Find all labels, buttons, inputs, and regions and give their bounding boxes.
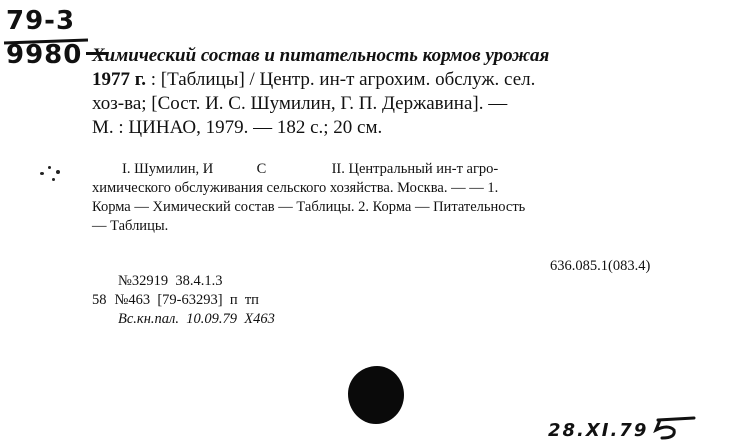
ledger-line-2: [92, 291, 275, 310]
ink-speck: [56, 170, 60, 174]
tracing-line-3: Корма — Химический состав — Таблицы. 2. Корма — Питательность: [92, 199, 526, 215]
ink-speck: [48, 166, 51, 169]
handwritten-call-number: 9980: [6, 40, 83, 70]
tracing-line-1: I. Шумилин, И С II. Центральный ин-т агро-: [122, 161, 499, 177]
tracing-line-4: — Таблицы.: [92, 218, 169, 234]
entry-line-3: М. : ЦИНАО, 1979. — 182 с.; 20 см.: [92, 117, 383, 138]
ink-speck: [40, 172, 44, 175]
entry-title-line: Химический состав и питательность кормов урожая: [92, 45, 550, 66]
handwritten-signature-mark: [650, 416, 698, 442]
registration-block: [92, 272, 275, 329]
entry-line-1: [92, 68, 697, 92]
entry-line-2: хоз-ва; [Сост. И. С. Шумилин, Г. П. Державина]. —: [92, 93, 508, 114]
entry-year: 1977 г.: [92, 69, 146, 90]
handwritten-date: 28.XI.79: [548, 420, 649, 441]
handwritten-call-number-top: 79-3: [6, 6, 76, 36]
tracings: [92, 160, 702, 236]
tracing-line-2: химического обслуживания сельского хозяйства. Москва. — — 1.: [92, 180, 499, 196]
ledger-line-2-prefix: 58: [92, 292, 107, 308]
ledger-line-1: №32919 38.4.1.3: [118, 273, 223, 289]
ink-speck: [52, 178, 55, 181]
entry-line-1-rest: : [Таблицы] / Центр. ин-т агрохим. обслуж. сел.: [146, 69, 536, 90]
ledger-line-2-text: №463 [79-63293] п тп: [114, 292, 259, 308]
udc-classification: 636.085.1(083.4): [550, 258, 651, 274]
ink-blot: [348, 366, 404, 424]
main-entry: [92, 44, 697, 140]
ledger-line-3: Вс.кн.пал. 10.09.79 Х463: [118, 311, 275, 327]
